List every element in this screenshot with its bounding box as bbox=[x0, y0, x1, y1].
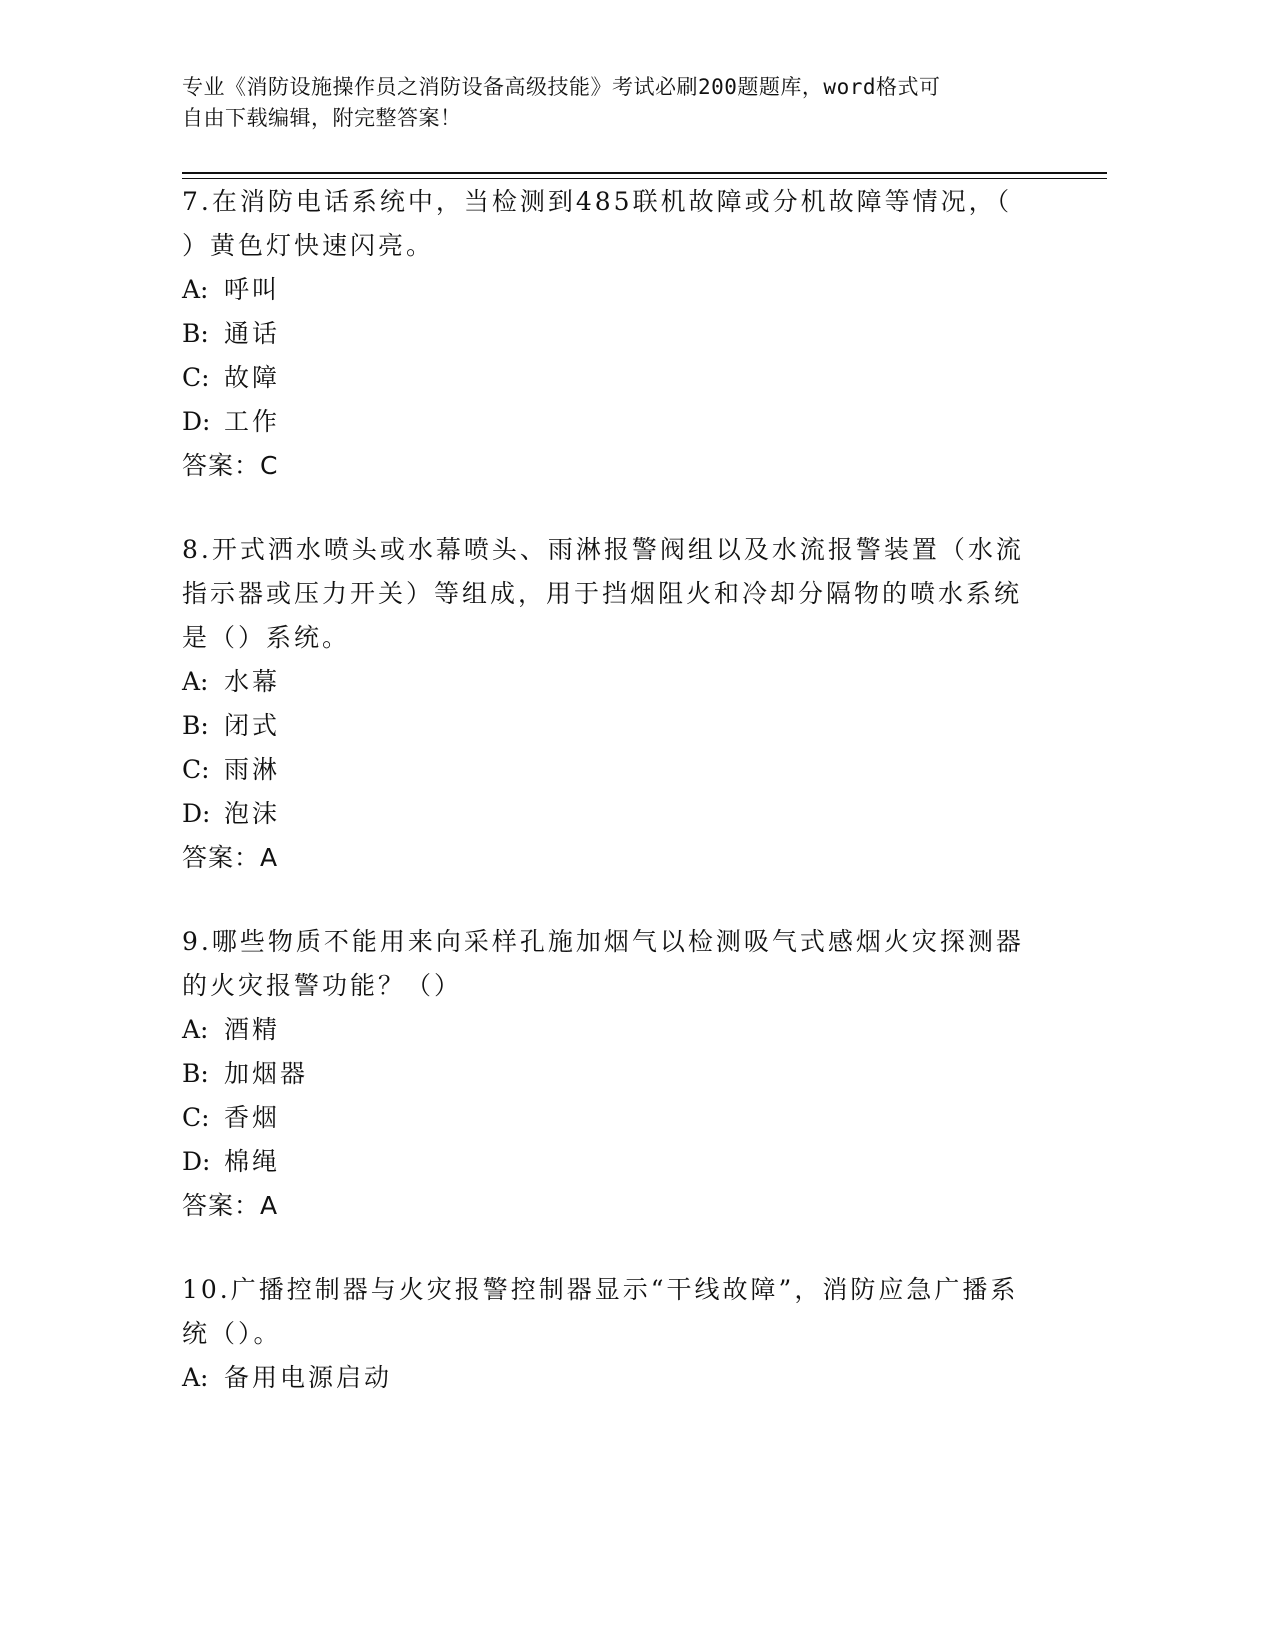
option-text: 香烟 bbox=[224, 1103, 281, 1132]
option-letter: C: bbox=[182, 755, 210, 784]
option-text: 水幕 bbox=[224, 667, 281, 696]
question-8 bbox=[182, 528, 1042, 880]
header-line-1: 专业《消防设施操作员之消防设备高级技能》考试必刷200题题库，word格式可 bbox=[182, 75, 941, 99]
option-text: 备用电源启动 bbox=[224, 1363, 393, 1392]
option-letter: B: bbox=[182, 711, 209, 740]
option-letter: A: bbox=[182, 1015, 209, 1044]
option-letter: C: bbox=[182, 1103, 210, 1132]
option-text: 工作 bbox=[224, 407, 281, 436]
option-text: 通话 bbox=[224, 319, 281, 348]
option-letter: A: bbox=[182, 667, 209, 696]
question-text-line: 是（）系统。 bbox=[182, 623, 351, 652]
option-letter: A: bbox=[182, 1363, 209, 1392]
option-d bbox=[182, 792, 1042, 836]
question-9 bbox=[182, 920, 1042, 1228]
option-letter: C: bbox=[182, 363, 210, 392]
option-letter: D: bbox=[182, 1147, 211, 1176]
question-text-line: 8.开式洒水喷头或水幕喷头、雨淋报警阀组以及水流报警装置（水流 bbox=[182, 535, 1024, 564]
question-text-line: 9.哪些物质不能用来向采样孔施加烟气以检测吸气式感烟火灾探测器 bbox=[182, 927, 1024, 956]
option-a bbox=[182, 1008, 1042, 1052]
option-c bbox=[182, 748, 1042, 792]
question-text-line: 指示器或压力开关）等组成，用于挡烟阻火和冷却分隔物的喷水系统 bbox=[182, 579, 1023, 608]
option-a bbox=[182, 1356, 1042, 1400]
header-line-2: 自由下载编辑，附完整答案！ bbox=[182, 106, 462, 130]
option-letter: D: bbox=[182, 407, 211, 436]
option-text: 棉绳 bbox=[224, 1147, 281, 1176]
option-text: 故障 bbox=[224, 363, 281, 392]
document-header bbox=[182, 72, 1042, 134]
option-text: 闭式 bbox=[224, 711, 281, 740]
question-text-line: 10.广播控制器与火灾报警控制器显示“干线故障”，消防应急广播系 bbox=[182, 1275, 1019, 1304]
option-b bbox=[182, 704, 1042, 748]
question-10 bbox=[182, 1268, 1042, 1400]
option-letter: B: bbox=[182, 319, 209, 348]
option-letter: D: bbox=[182, 799, 211, 828]
option-c bbox=[182, 356, 1042, 400]
option-b bbox=[182, 1052, 1042, 1096]
option-d bbox=[182, 1140, 1042, 1184]
option-text: 加烟器 bbox=[224, 1059, 309, 1088]
question-text-line: ）黄色灯快速闪亮。 bbox=[182, 231, 435, 260]
answer-line: 答案：A bbox=[182, 843, 279, 872]
option-letter: A: bbox=[182, 275, 209, 304]
header-divider-thick bbox=[182, 172, 1107, 174]
option-a bbox=[182, 268, 1042, 312]
option-letter: B: bbox=[182, 1059, 209, 1088]
answer-line: 答案：A bbox=[182, 1191, 279, 1220]
option-text: 雨淋 bbox=[224, 755, 281, 784]
option-c bbox=[182, 1096, 1042, 1140]
question-text-line: 7.在消防电话系统中，当检测到485联机故障或分机故障等情况，（ bbox=[182, 187, 1013, 216]
question-text-line: 统（）。 bbox=[182, 1319, 282, 1348]
option-text: 酒精 bbox=[224, 1015, 281, 1044]
option-a bbox=[182, 660, 1042, 704]
question-text-line: 的火灾报警功能？（） bbox=[182, 971, 463, 1000]
option-d bbox=[182, 400, 1042, 444]
header-divider-thin bbox=[182, 178, 1107, 179]
option-text: 泡沫 bbox=[224, 799, 281, 828]
option-b bbox=[182, 312, 1042, 356]
option-text: 呼叫 bbox=[224, 275, 281, 304]
question-7 bbox=[182, 180, 1042, 488]
answer-line: 答案：C bbox=[182, 451, 279, 480]
